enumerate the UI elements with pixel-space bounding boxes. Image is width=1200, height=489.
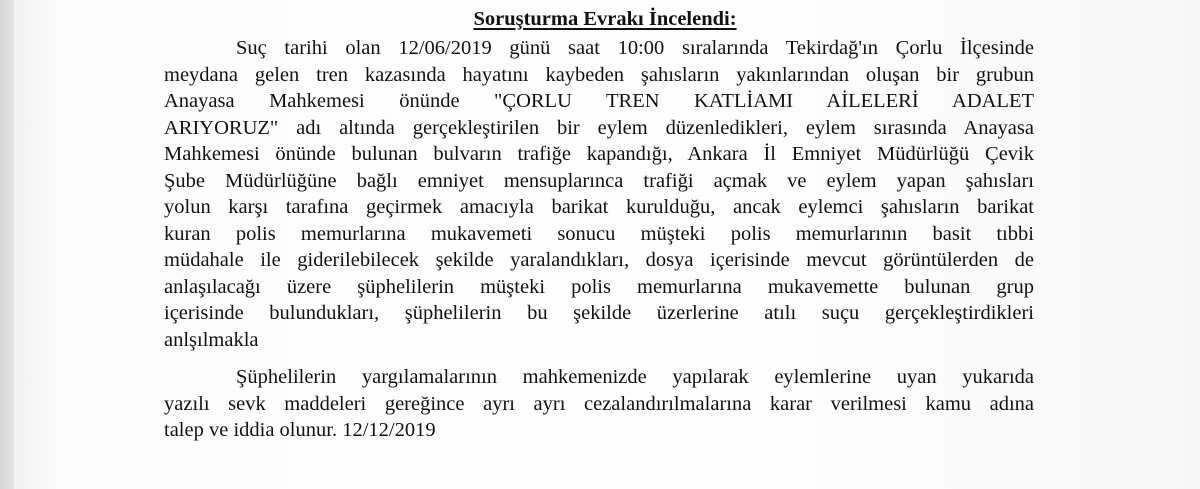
paragraph-request (164, 364, 1034, 444)
text-line: yazılı sevk maddeleri gereğince ayrı ayrı cezalandırılmalarına karar verilmesi kamu adına (164, 392, 1034, 415)
text-line: yolun karşı tarafına geçirmek amacıyla barikat kurulduğu, ancak eylemci şahısların barikat (164, 196, 1034, 218)
text-line: meydana gelen tren kazasında hayatını kaybeden şahısların yakınlarından oluşan bir grubun (164, 63, 1034, 86)
text-line: içerisinde bulundukları, şüphelilerin bu şekilde üzerlerine atılı suçu gerçekleştirdikleri (164, 302, 1034, 324)
paragraph-indictment-facts (164, 35, 1034, 353)
text-line: Şube Müdürlüğüne bağlı emniyet mensuplarınca trafiği açmak ve eylem yapan şahısları (164, 169, 1034, 192)
text-line: talep ve iddia olunur. 12/12/2019 (164, 419, 436, 441)
text-line: Suç tarihi olan 12/06/2019 günü saat 10:00 sıralarında Tekirdağ'ın Çorlu İlçesinde (236, 37, 1034, 59)
text-line: Anayasa Mahkemesi önünde "ÇORLU TREN KATLİAMI AİLELERİ ADALET (164, 90, 1034, 112)
text-line: anlaşılacağı üzere şüphelilerin müşteki polis memurlarına mukavemette bulunan grup (164, 275, 1034, 298)
text-line: kuran polis memurlarına mukavemeti sonucu müşteki polis memurlarının basit tıbbi (164, 222, 1034, 245)
text-line: anlşılmakla (164, 328, 259, 351)
document-title: Soruşturma Evrakı İncelendi: (473, 8, 737, 30)
text-line: müdahale ile giderilebilecek şekilde yaralandıkları, dosya içerisinde mevcut görüntülerden de (164, 249, 1034, 271)
text-line: Şüphelilerin yargılamalarının mahkemenizde yapılarak eylemlerine uyan yukarıda (236, 366, 1034, 388)
document-body (164, 6, 1034, 444)
page-edge-shadow (0, 0, 14, 489)
text-line: Mahkemesi önünde bulunan bulvarın trafiğe kapandığı, Ankara İl Emniyet Müdürlüğü Çevik (164, 143, 1034, 165)
text-line: ARIYORUZ" adı altında gerçekleştirilen bir eylem düzenledikleri, eylem sırasında Anayasa (164, 116, 1034, 139)
